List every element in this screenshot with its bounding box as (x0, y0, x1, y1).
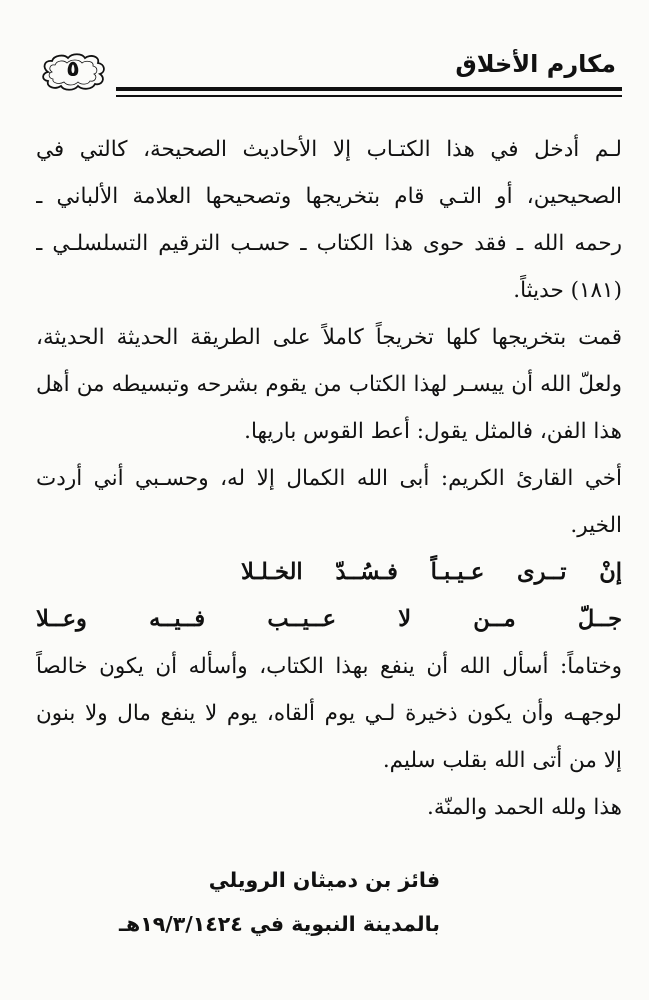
text-line: لـم أدخل في هذا الكتـاب إلا الأحاديث الصحيحة، كالتي في (36, 137, 622, 162)
text-line: هذا الفن، فالمثل يقول: أعط القوس باريها. (244, 419, 622, 444)
paragraph-1 (36, 126, 622, 314)
text-line: قمت بتخريجها كلها تخريجاً كاملاً على الطريقة الحديثة الحديثة، (36, 325, 622, 350)
place-and-date: بالمدينة النبوية في ١٩/٣/١٤٢٤هـ (119, 912, 440, 936)
text-line: الخير. (570, 513, 622, 538)
poem-line: إنْ تــرى عـيـبـاً فـسُــدّ الخـلـلا (241, 559, 622, 585)
text-line: إلا من أتى الله بقلب سليم. (382, 748, 622, 773)
text-line: أخي القارئ الكريم: أبى الله الكمال إلا له، وحسـبي أني أردت (36, 466, 622, 491)
text-line: الصحيحين، أو التـي قام بتخريجها وتصحيحها العلامة الألباني ـ (36, 184, 622, 209)
text-line: (١٨١) حديثاً. (513, 278, 622, 303)
text-line: وختاماً: أسأل الله أن ينفع بهذا الكتاب، وأسأله أن يكون خالصاً (36, 654, 622, 679)
poem-line: جــلّ مــن لا عــيــب فــيــه وعــلا (36, 606, 622, 632)
poem-verse (36, 549, 622, 643)
author-signature (60, 858, 440, 946)
paragraph-2 (36, 314, 622, 455)
text-line: ولعلّ الله أن ييسـر لهذا الكتاب من يقوم بشرحه وتبسيطه من أهل (36, 372, 622, 397)
paragraph-3 (36, 455, 622, 549)
text-line: لوجهـه وأن يكون ذخيرة لـي يوم ألقاه، يوم لا ينفع مال ولا بنون (36, 701, 622, 726)
page-body (36, 126, 622, 831)
page-number-badge (38, 52, 108, 92)
book-title: مكارم الأخلاق (455, 50, 616, 78)
header-rule-thin (116, 95, 622, 97)
header-rule-thick (116, 87, 622, 91)
page-number: ٥ (66, 57, 80, 82)
page-header (30, 40, 622, 104)
text-line: رحمه الله ـ فقد حوى هذا الكتاب ـ حسـب الترقيم التسلسلـي ـ (36, 231, 622, 256)
paragraph-4 (36, 643, 622, 831)
author-name: فائز بن دميثان الرويلي (208, 868, 440, 892)
text-line: هذا ولله الحمد والمنّة. (427, 795, 622, 820)
